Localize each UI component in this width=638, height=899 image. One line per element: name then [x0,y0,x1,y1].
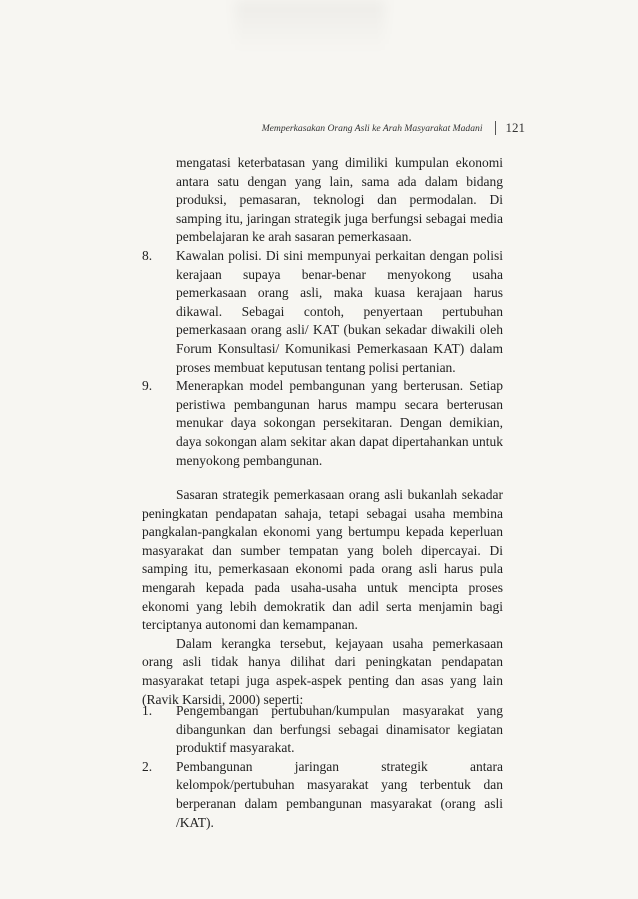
list-item-number: 1. [142,703,153,718]
running-header [225,120,525,136]
paragraph: Sasaran strategik pemerkasaan orang asli bukanlah sekadar peningkatan pendapatan sahaja, tetapi sebagai usaha membina pangkalan-pangkalan ekonomi yang bertumpu kepada keperluan masyarakat dan sumber tempatan yang boleh dipercayai. Di samping itu, pemerkasaan ekonomi pada orang asli harus pula mengarah kepada pada usaha-usaha untuk mencipta proses ekonomi yang lebih demokratik dan adil serta menjamin bagi terciptanya autonomi dan kemampanan. [142,487,503,633]
numbered-list-upper [142,247,503,470]
list-item [142,758,503,832]
body-paragraphs [142,486,503,709]
list-item-number: 2. [142,758,153,774]
paragraph: Dalam kerangka tersebut, kejayaan usaha pemerkasaan orang asli tidak hanya dilihat dari peningkatan pendapatan masyarakat tetapi juga aspek-aspek penting dan asas yang lain (Ravik Karsidi, 2000) seperti: [142,635,503,707]
list-item [142,247,503,377]
continuation-text: mengatasi keterbatasan yang dimiliki kumpulan ekonomi antara satu dengan yang lain, sama ada dalam bidang produksi, pemasaran, teknologi dan permodalan. Di samping itu, jaringan strategik juga berfungsi sebagai media pembelajaran ke arah sasaran pemerkasaan. [176,155,503,245]
list-item-text: Menerapkan model pembangunan yang berterusan. Setiap peristiwa pembangunan harus mampu secara berterusan menukar daya sokongan persekitaran. Dengan demikian, daya sokongan alam sekitar akan dapat dipertahankan untuk menyokong pembangunan. [176,378,503,468]
list-item-text: Pembangunan jaringan strategik antara kelompok/pertubuhan masyarakat yang terbentuk dan berperanan dalam pembangunan masyarakat (orang asli /KAT). [176,758,503,830]
header-divider [495,121,496,135]
continuation-paragraph [176,154,503,247]
numbered-list-lower [142,702,503,832]
list-item [142,702,503,758]
running-title: Memperkasakan Orang Asli ke Arah Masyarakat Madani [261,122,483,134]
list-item-text: Pengembangan pertubuhan/kumpulan masyarakat yang dibangunkan dan berfungsi sebagai dinamisator kegiatan produktif masyarakat. [176,703,503,756]
list-item-number: 9. [142,378,153,394]
list-item-text: Kawalan polisi. Di sini mempunyai perkaitan dengan polisi kerajaan supaya benar-benar menyokong usaha pemerkasaan orang asli, maka kuasa kerajaan harus dikawal. Sebagai contoh, penyertaan pertubuhan pemerkasaan orang asli/ KAT (bukan sekadar diwakili oleh Forum Konsultasi/ Komunikasi Pemerkasaan KAT) dalam proses membuat keputusan tentang polisi pertanian. [176,248,503,375]
list-item-number: 8. [142,248,153,263]
bleed-through-mark [235,0,385,52]
list-item [142,377,503,470]
page-number: 121 [505,120,525,135]
